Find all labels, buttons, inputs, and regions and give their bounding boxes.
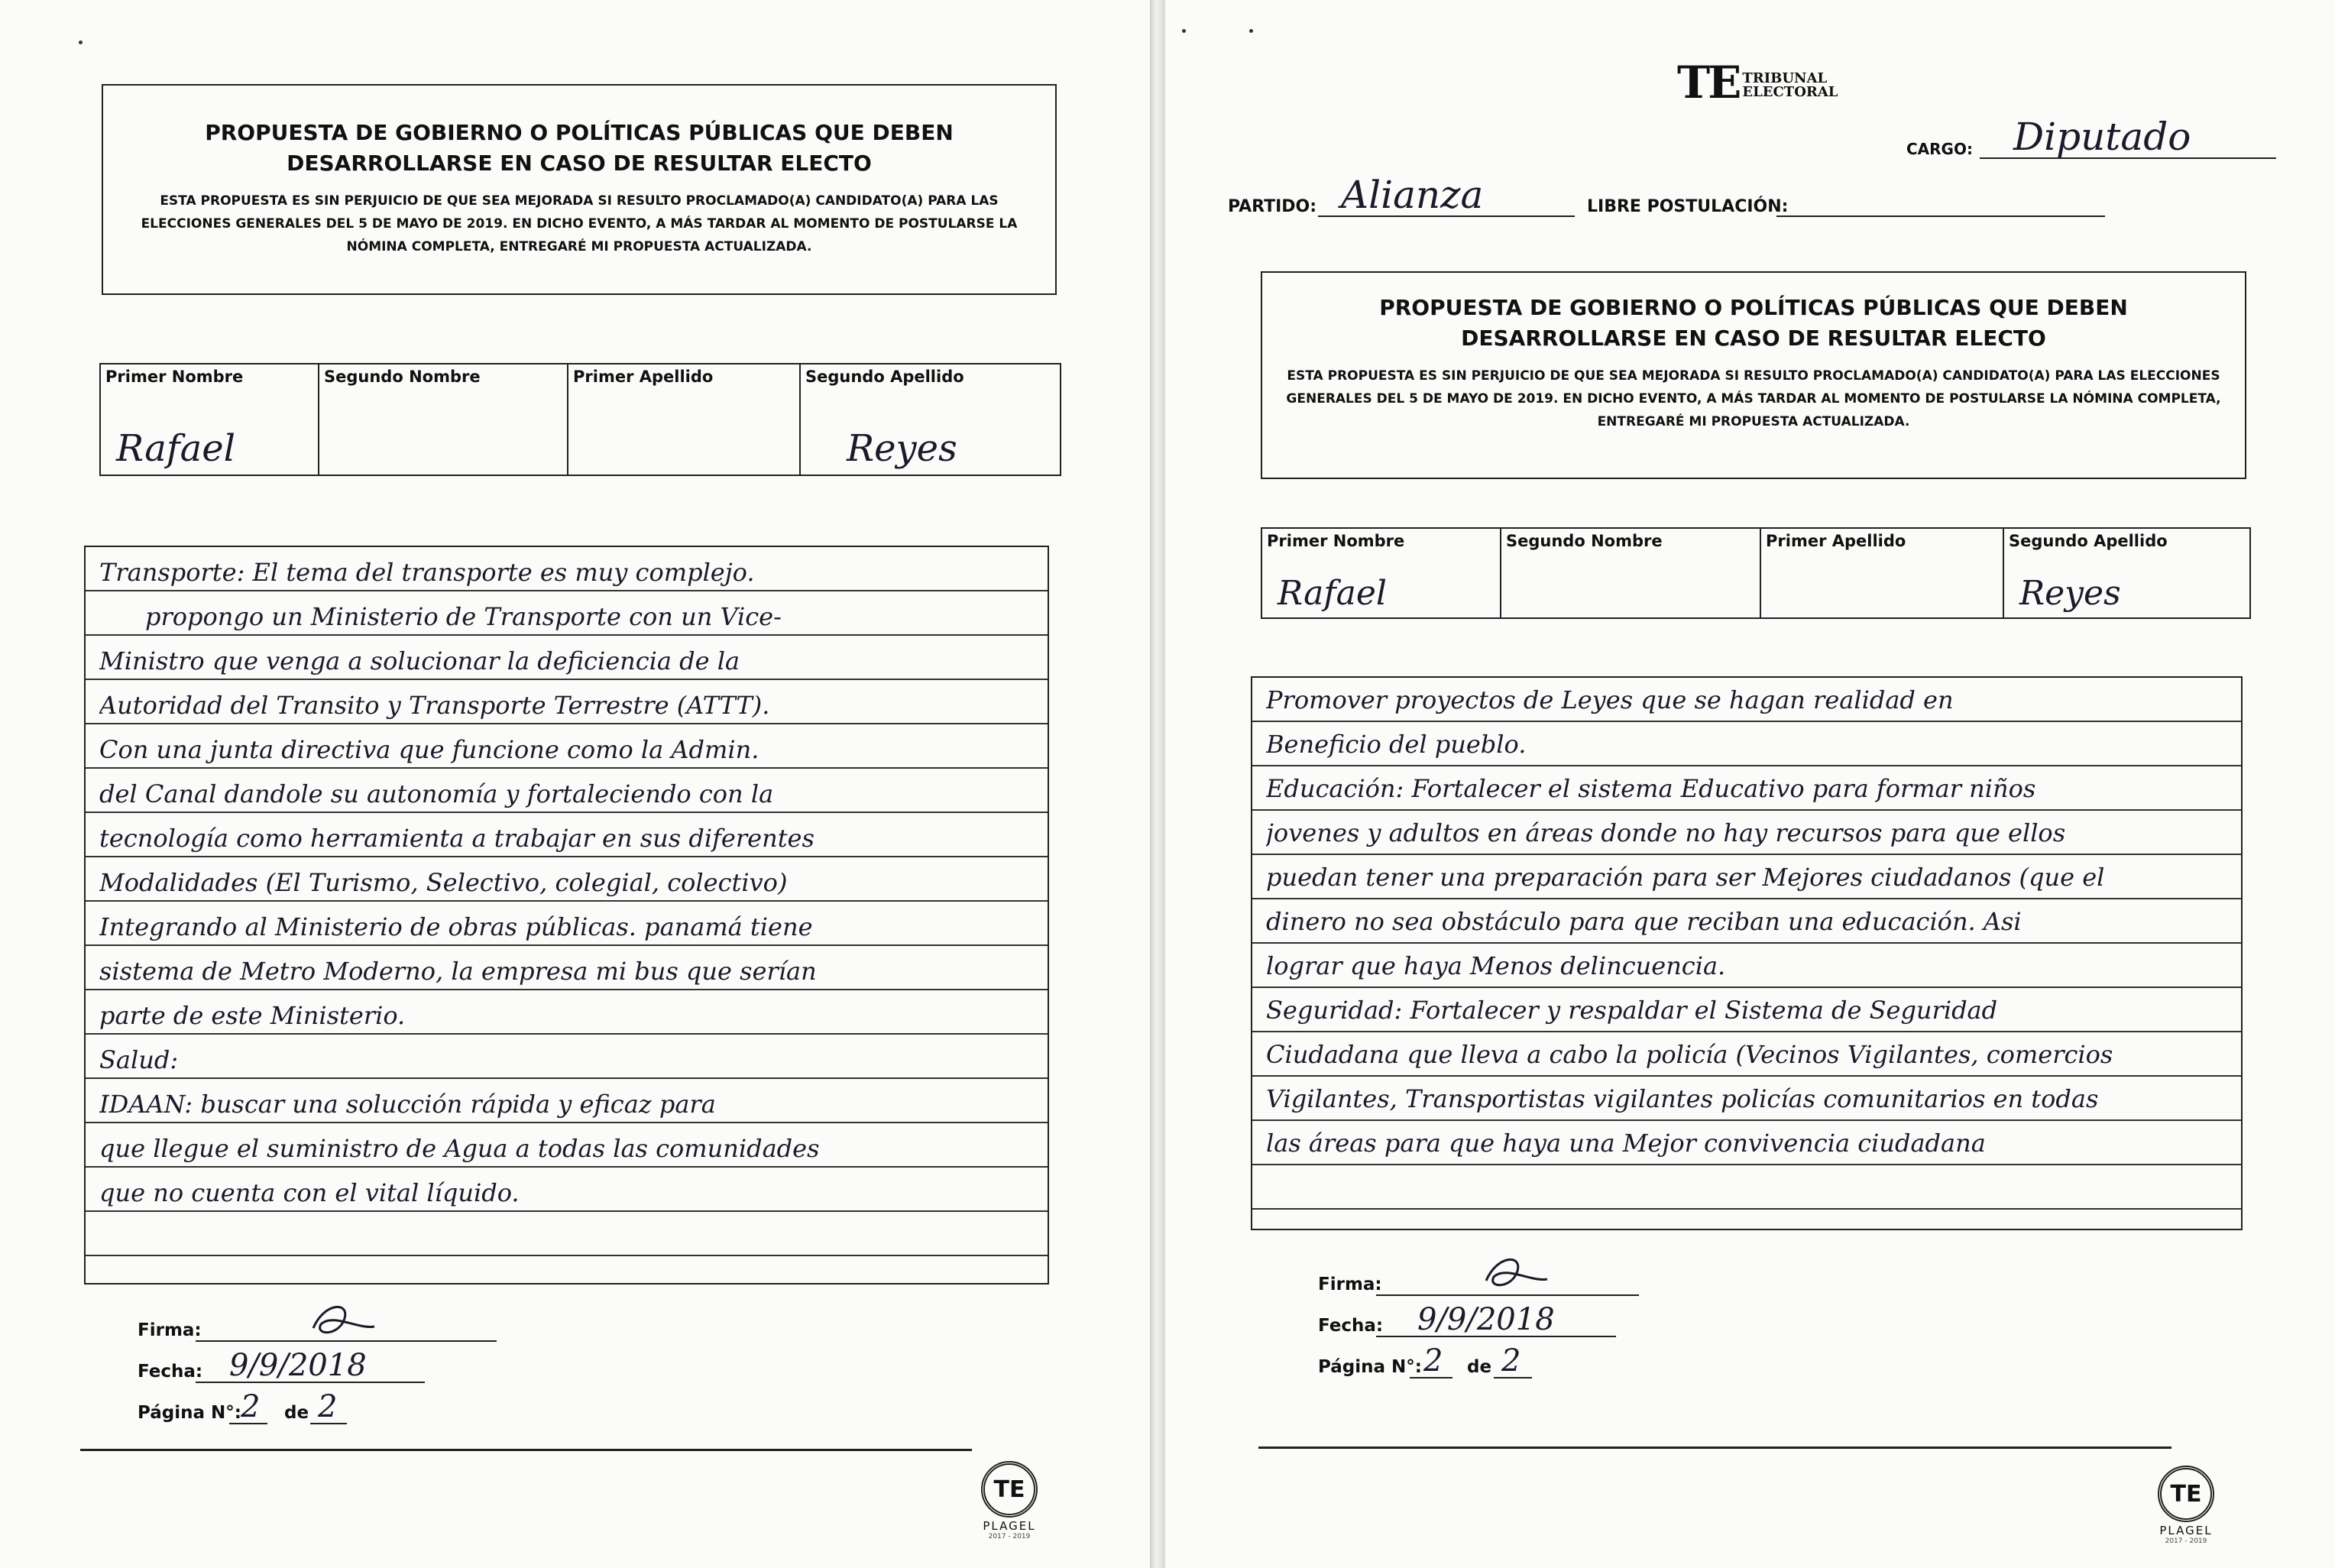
segundo-nombre-label: Segundo Nombre [1506,532,1663,550]
segundo-apellido-value: Reyes [2019,574,2121,613]
partido-value: Alianza [1341,173,1484,217]
primer-nombre-value: Rafael [1278,574,1387,613]
primer-apellido-cell [568,364,801,475]
pagina-label: Página N°: [138,1403,241,1423]
te-seal-icon [2158,1466,2214,1522]
fecha-label: Fecha: [138,1362,203,1382]
libre-postulacion-label: LIBRE POSTULACIÓN: [1587,197,1789,216]
segundo-nombre-label: Segundo Nombre [324,368,481,386]
te-logo-abbr: TE [1677,57,1740,109]
segundo-nombre-cell [1501,529,1761,617]
pagina-label: Página N°: [1318,1357,1422,1377]
de-label: de [284,1403,309,1423]
plagel-years: 2017 - 2019 [988,1533,1031,1540]
pagina-value: 2 [241,1389,261,1424]
segundo-apellido-value: Reyes [847,427,957,470]
page-gutter [1150,0,1165,1568]
te-plagel-logo [2151,1466,2221,1545]
fecha-label: Fecha: [1318,1316,1384,1336]
disclaimer-text: ESTA PROPUESTA ES SIN PERJUICIO DE QUE SEA MEJORADA SI RESULTO PROCLAMADO(A) CANDIDATO(A) PARA LAS ELECCIONES GENERALES DEL 5 DE MAYO DE 2019. EN DICHO EVENTO, A MÁS TARDAR AL MOMENTO DE POSTULARSE LA NÓMINA COMPLETA, ENTREGARÉ MI PROPUESTA ACTUALIZADA. [1286,368,2221,429]
name-table [1261,527,2251,619]
proposal-line: Ministro que venga a solucionar la deficiencia de la [99,646,740,675]
segundo-nombre-cell [319,364,568,475]
proposal-line: lograr que haya Menos delincuencia. [1266,951,1726,980]
primer-nombre-label: Primer Nombre [1267,532,1405,550]
scan-speck [79,40,83,44]
scan-speck [1249,29,1253,33]
proposal-line: Transporte: El tema del transporte es muy complejo. [99,558,755,587]
plagel-years: 2017 - 2019 [2165,1537,2207,1545]
fecha-row [138,1348,535,1389]
segundo-apellido-cell [2004,529,2249,617]
proposal-line: que llegue el suministro de Agua a todas las comunidades [99,1134,820,1163]
primer-nombre-cell [1262,529,1501,617]
fecha-row [1318,1302,1715,1343]
te-logo-line1: TRIBUNAL [1742,70,1828,86]
plagel-text: PLAGEL [983,1519,1036,1533]
cargo-value: Diputado [2013,115,2191,159]
segundo-apellido-label: Segundo Apellido [805,368,964,386]
te-logo-line2: ELECTORAL [1742,84,1838,100]
fecha-value: 9/9/2018 [229,1348,367,1383]
de-total-value: 2 [318,1389,338,1424]
primer-nombre-cell [101,364,319,475]
proposal-line: Integrando al Ministerio de obras públicas. panamá tiene [99,912,813,941]
firma-row [138,1307,535,1348]
primer-apellido-cell [1761,529,2004,617]
firma-row [1318,1261,1715,1302]
disclaimer-text: ESTA PROPUESTA ES SIN PERJUICIO DE QUE SEA MEJORADA SI RESULTO PROCLAMADO(A) CANDIDATO(A) PARA LAS ELECCIONES GENERALES DEL 5 DE MAYO DE 2019. EN DICHO EVENTO, A MÁS TARDAR AL MOMENTO DE POSTULARSE LA NÓMINA COMPLETA, ENTREGARÉ MI PROPUESTA ACTUALIZADA. [141,193,1018,254]
proposal-line: las áreas para que haya una Mejor convivencia ciudadana [1266,1129,1986,1158]
proposal-line: jovenes y adultos en áreas donde no hay recursos para que ellos [1266,818,2066,847]
plagel-text: PLAGEL [2159,1524,2213,1537]
left-page [0,0,1150,1568]
signature-scribble-icon [298,1297,382,1343]
pagina-row [138,1389,535,1430]
de-label: de [1467,1357,1492,1377]
proposal-line: Salud: [99,1045,179,1074]
proposal-line: Modalidades (El Turismo, Selectivo, colegial, colectivo) [99,868,788,897]
proposal-line: Autoridad del Transito y Transporte Terrestre (ATTT). [99,691,770,720]
proposal-line: del Canal dandole su autonomía y fortaleciendo con la [99,779,774,808]
firma-label: Firma: [1318,1275,1382,1294]
proposal-line: parte de este Ministerio. [99,1001,406,1030]
scan-speck [1182,29,1186,33]
page-title: PROPUESTA DE GOBIERNO O POLÍTICAS PÚBLICAS QUE DEBEN DESARROLLARSE EN CASO DE RESULTAR ELECTO [205,120,954,176]
signature-block [138,1307,535,1430]
title-box [1261,271,2246,479]
cargo-label: CARGO: [1906,140,1973,158]
right-page [1165,0,2335,1568]
proposal-line: Educación: Fortalecer el sistema Educativo para formar niños [1266,774,2036,803]
primer-nombre-label: Primer Nombre [105,368,244,386]
fecha-value: 9/9/2018 [1417,1302,1555,1337]
segundo-apellido-label: Segundo Apellido [2009,532,2168,550]
proposal-line: Promover proyectos de Leyes que se hagan realidad en [1266,685,1954,714]
proposal-line: Beneficio del pueblo. [1266,730,1527,759]
te-plagel-logo [974,1461,1044,1540]
te-seal-abbr: TE [993,1476,1025,1503]
signature-scribble-icon [1471,1250,1555,1296]
proposal-text-box [84,546,1049,1285]
proposal-line: Seguridad: Fortalecer y respaldar el Sistema de Seguridad [1266,996,1998,1025]
firma-label: Firma: [138,1320,202,1340]
title-box [102,84,1057,295]
te-logo-text [1742,72,1838,99]
proposal-line: Vigilantes, Transportistas vigilantes policías comunitarios en todas [1266,1084,2099,1113]
footer-rule [80,1449,972,1451]
libre-postulacion-line [1776,215,2105,217]
te-seal-abbr: TE [2170,1480,2202,1508]
de-total-value: 2 [1501,1343,1521,1378]
partido-label: PARTIDO: [1228,197,1317,216]
proposal-line: dinero no sea obstáculo para que reciban una educación. Asi [1266,907,2022,936]
proposal-line: sistema de Metro Moderno, la empresa mi bus que serían [99,957,817,986]
pagina-value: 2 [1423,1343,1443,1378]
footer-rule [1258,1447,2171,1449]
proposal-lines [1266,678,2232,1165]
proposal-lines [99,550,1038,1215]
proposal-line: propongo un Ministerio de Transporte con un Vice- [145,602,782,631]
primer-nombre-value: Rafael [116,427,235,470]
te-seal-icon [981,1461,1038,1518]
proposal-line: tecnología como herramienta a trabajar en sus diferentes [99,824,814,853]
proposal-line: IDAAN: buscar una solucción rápida y eficaz para [99,1090,716,1119]
tribunal-electoral-logo [1677,57,1838,109]
page-title: PROPUESTA DE GOBIERNO O POLÍTICAS PÚBLICAS QUE DEBEN DESARROLLARSE EN CASO DE RESULTAR ELECTO [1379,295,2128,351]
primer-apellido-label: Primer Apellido [1766,532,1906,550]
proposal-line: puedan tener una preparación para ser Mejores ciudadanos (que el [1266,863,2105,892]
proposal-line: Ciudadana que lleva a cabo la policía (Vecinos Vigilantes, comercios [1266,1040,2113,1069]
pagina-row [1318,1343,1715,1385]
signature-block [1318,1261,1715,1385]
proposal-line: Con una junta directiva que funcione como la Admin. [99,735,759,764]
proposal-text-box [1251,676,2243,1230]
primer-apellido-label: Primer Apellido [573,368,714,386]
proposal-line: que no cuenta con el vital líquido. [99,1178,520,1207]
name-table [99,363,1061,476]
segundo-apellido-cell [801,364,1060,475]
